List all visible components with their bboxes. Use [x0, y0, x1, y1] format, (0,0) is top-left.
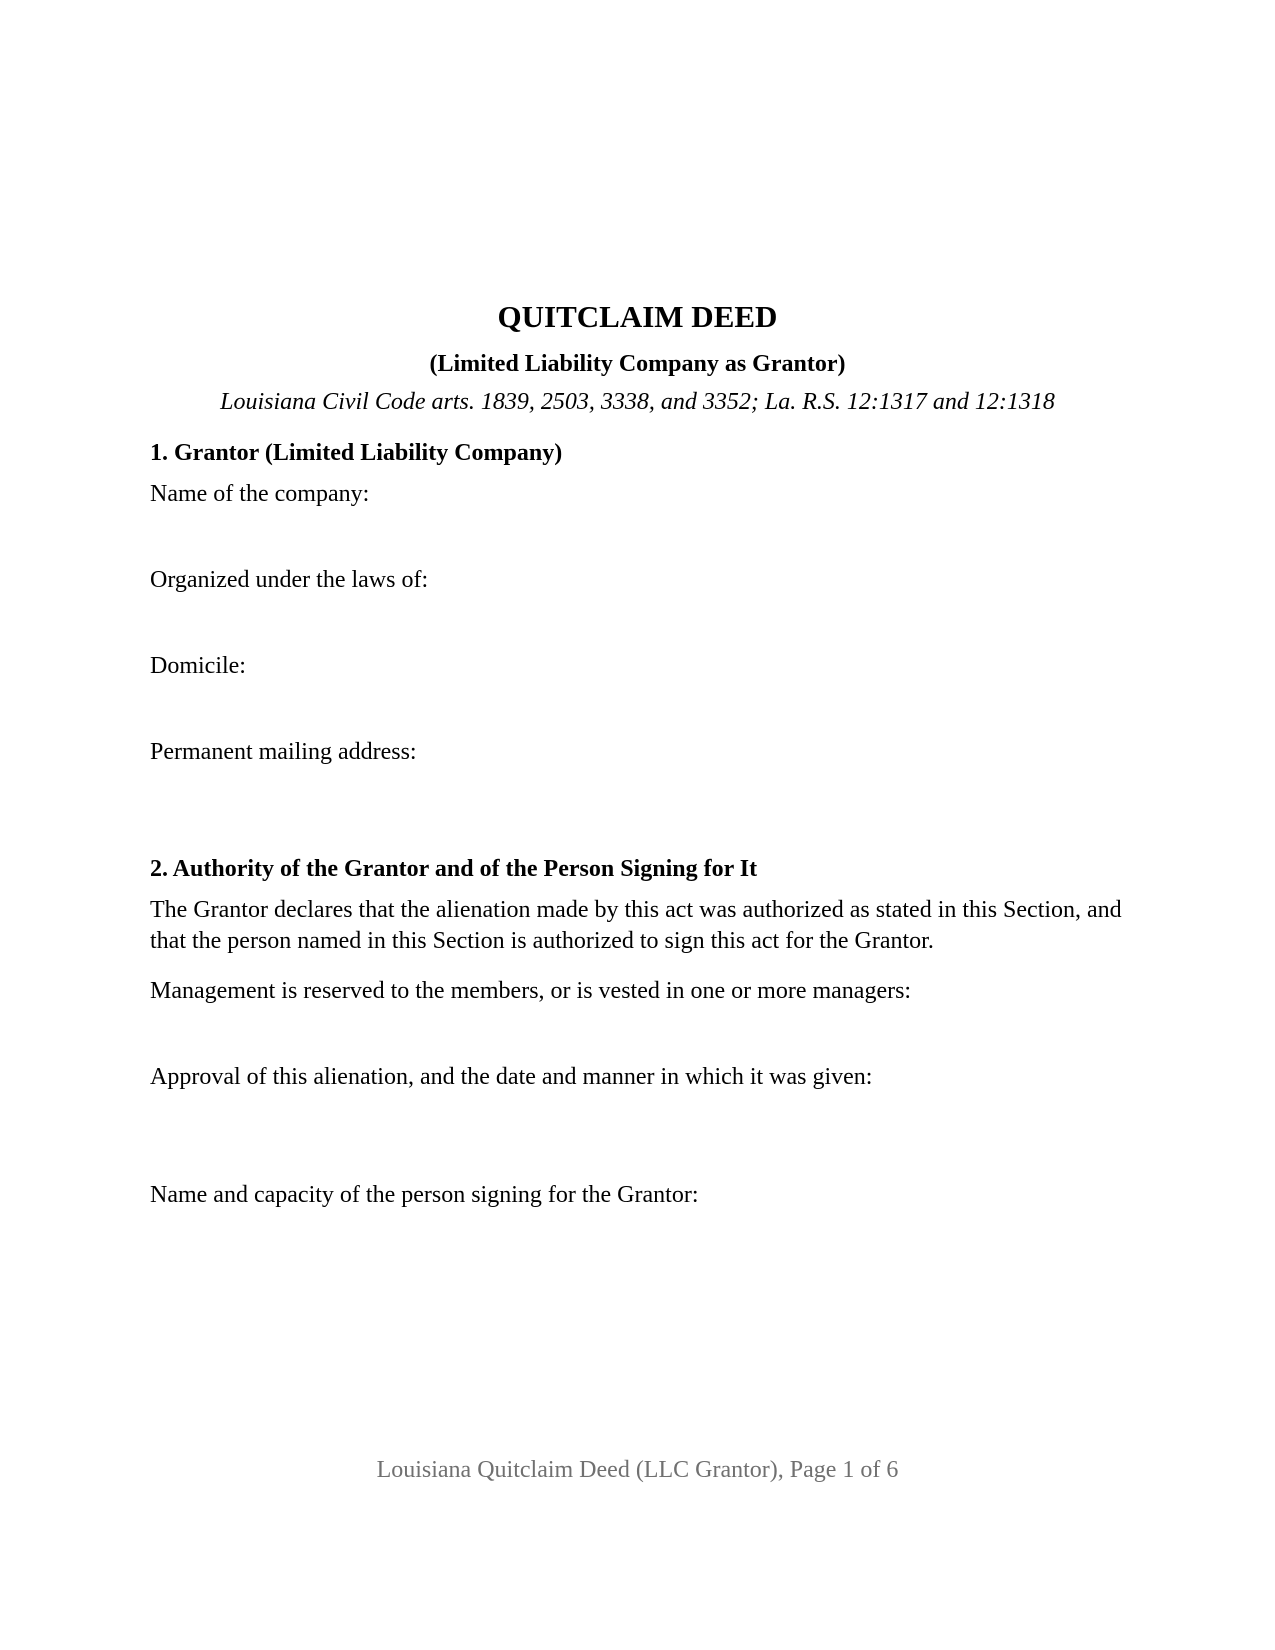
page-footer: Louisiana Quitclaim Deed (LLC Grantor), Page 1 of 6	[376, 1457, 899, 1483]
section-1-heading: 1. Grantor (Limited Liability Company)	[150, 440, 563, 466]
document-subtitle: (Limited Liability Company as Grantor)	[429, 351, 846, 377]
field-organized-under-label: Organized under the laws of:	[150, 567, 429, 593]
field-signer-label: Name and capacity of the person signing for the Grantor:	[150, 1182, 699, 1208]
field-management-label: Management is reserved to the members, or is vested in one or more managers:	[150, 978, 912, 1004]
field-mailing-address-label: Permanent mailing address:	[150, 739, 417, 765]
legal-citation: Louisiana Civil Code arts. 1839, 2503, 3338, and 3352; La. R.S. 12:1317 and 12:1318	[220, 389, 1055, 415]
field-approval-label: Approval of this alienation, and the date and manner in which it was given:	[150, 1064, 873, 1090]
authority-declaration-paragraph: The Grantor declares that the alienation made by this act was authorized as stated in this Section, and that the person named in this Section is authorized to sign this act for the Grantor.	[150, 897, 1122, 954]
field-domicile-label: Domicile:	[150, 653, 246, 679]
section-2-heading: 2. Authority of the Grantor and of the Person Signing for It	[150, 856, 758, 882]
document-title: QUITCLAIM DEED	[497, 299, 778, 334]
field-company-name-label: Name of the company:	[150, 481, 370, 507]
